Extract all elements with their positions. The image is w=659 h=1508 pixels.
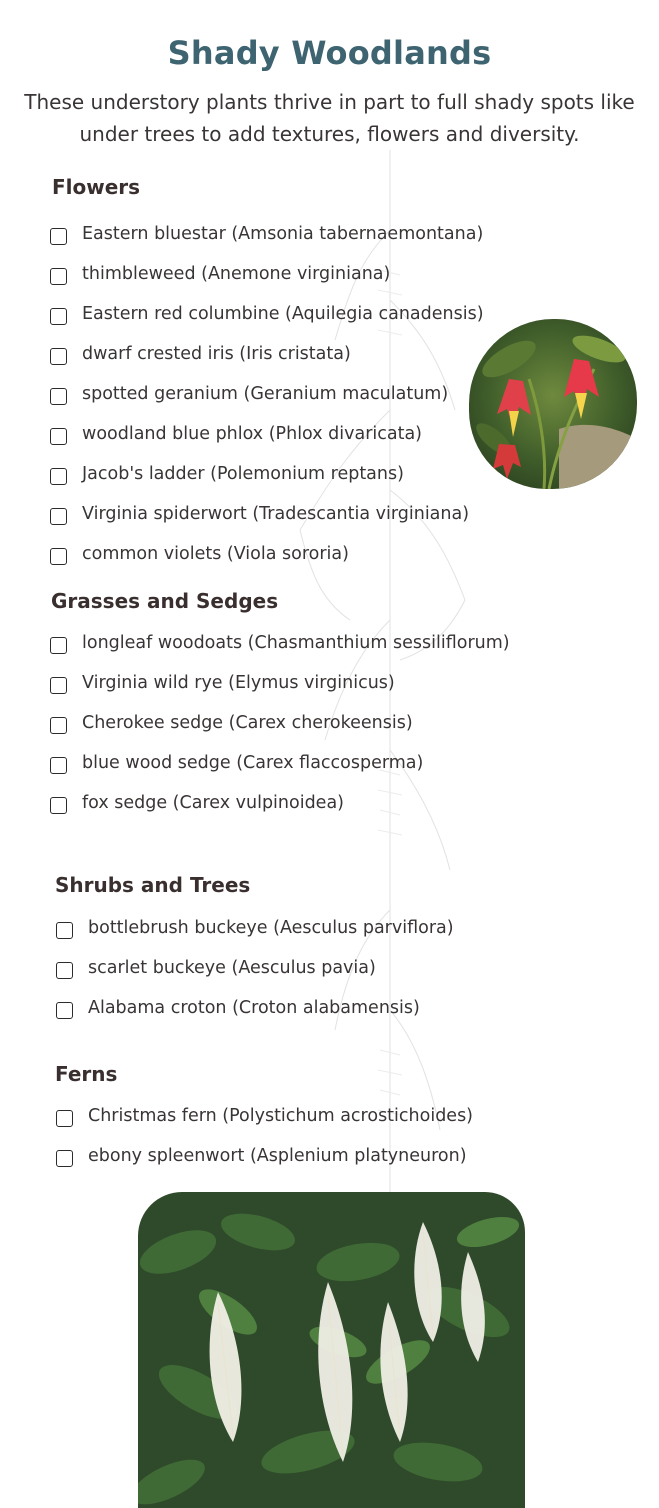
section-heading-ferns: Ferns bbox=[55, 1062, 118, 1086]
list-item bbox=[50, 454, 484, 494]
section-grasses-sedges bbox=[50, 586, 510, 823]
list-item bbox=[50, 783, 510, 823]
plant-name: Jacob's ladder (Polemonium reptans) bbox=[82, 464, 404, 484]
list-item bbox=[50, 703, 510, 743]
checkbox[interactable] bbox=[50, 388, 67, 405]
checkbox[interactable] bbox=[50, 468, 67, 485]
plant-name: blue wood sedge (Carex flaccosperma) bbox=[82, 753, 424, 773]
bottlebrush-buckeye-photo bbox=[138, 1192, 525, 1508]
list-item bbox=[50, 534, 484, 574]
plant-name: common violets (Viola sororia) bbox=[82, 544, 349, 564]
plant-name: Cherokee sedge (Carex cherokeensis) bbox=[82, 713, 413, 733]
flowers-list bbox=[50, 214, 484, 574]
checkbox[interactable] bbox=[50, 348, 67, 365]
checkbox[interactable] bbox=[56, 1150, 73, 1167]
section-flowers bbox=[51, 172, 484, 574]
grasses-list bbox=[50, 623, 510, 823]
checkbox[interactable] bbox=[56, 1002, 73, 1019]
checkbox[interactable] bbox=[50, 677, 67, 694]
plant-name: Virginia wild rye (Elymus virginicus) bbox=[82, 673, 395, 693]
checkbox[interactable] bbox=[50, 428, 67, 445]
ferns-list bbox=[56, 1096, 473, 1176]
plant-name: scarlet buckeye (Aesculus pavia) bbox=[88, 958, 376, 978]
list-item bbox=[50, 334, 484, 374]
list-item bbox=[56, 1096, 473, 1136]
list-item bbox=[56, 948, 454, 988]
section-heading-shrubs-trees: Shrubs and Trees bbox=[55, 873, 251, 897]
list-item bbox=[50, 743, 510, 783]
plant-name: fox sedge (Carex vulpinoidea) bbox=[82, 793, 345, 813]
checkbox[interactable] bbox=[50, 268, 67, 285]
list-item bbox=[50, 294, 484, 334]
list-item bbox=[50, 663, 510, 703]
checkbox[interactable] bbox=[50, 637, 67, 654]
checkbox[interactable] bbox=[50, 308, 67, 325]
plant-name: ebony spleenwort (Asplenium platyneuron) bbox=[88, 1146, 467, 1166]
plant-name: Eastern bluestar (Amsonia tabernaemontana) bbox=[82, 224, 484, 244]
section-shrubs-trees bbox=[54, 870, 454, 1028]
intro-text: These understory plants thrive in part to full shady spots like under trees to add textures, flowers and diversity. bbox=[24, 90, 635, 146]
checkbox[interactable] bbox=[56, 1110, 73, 1127]
list-item bbox=[50, 254, 484, 294]
list-item bbox=[50, 214, 484, 254]
checkbox[interactable] bbox=[56, 922, 73, 939]
plant-name: longleaf woodoats (Chasmanthium sessiliflorum) bbox=[82, 633, 510, 653]
checkbox[interactable] bbox=[50, 508, 67, 525]
section-ferns bbox=[54, 1059, 473, 1176]
plant-name: woodland blue phlox (Phlox divaricata) bbox=[82, 424, 423, 444]
section-heading-grasses-sedges: Grasses and Sedges bbox=[51, 589, 279, 613]
list-item bbox=[50, 414, 484, 454]
list-item bbox=[50, 374, 484, 414]
checkbox[interactable] bbox=[50, 717, 67, 734]
section-heading-flowers: Flowers bbox=[52, 175, 141, 199]
plant-name: Alabama croton (Croton alabamensis) bbox=[88, 998, 420, 1018]
page-title: Shady Woodlands bbox=[167, 34, 492, 72]
list-item bbox=[56, 988, 454, 1028]
columbine-photo bbox=[469, 319, 637, 489]
checkbox[interactable] bbox=[56, 962, 73, 979]
plant-name: Virginia spiderwort (Tradescantia virginiana) bbox=[82, 504, 470, 524]
plant-name: bottlebrush buckeye (Aesculus parviflora) bbox=[88, 918, 454, 938]
list-item bbox=[56, 908, 454, 948]
plant-name: thimbleweed (Anemone virginiana) bbox=[82, 264, 391, 284]
list-item bbox=[50, 494, 484, 534]
checkbox[interactable] bbox=[50, 757, 67, 774]
checkbox[interactable] bbox=[50, 548, 67, 565]
plant-name: spotted geranium (Geranium maculatum) bbox=[82, 384, 449, 404]
checkbox[interactable] bbox=[50, 228, 67, 245]
list-item bbox=[56, 1136, 473, 1176]
plant-name: dwarf crested iris (Iris cristata) bbox=[82, 344, 351, 364]
shrubs-list bbox=[56, 908, 454, 1028]
checkbox[interactable] bbox=[50, 797, 67, 814]
list-item bbox=[50, 623, 510, 663]
plant-name: Eastern red columbine (Aquilegia canadensis) bbox=[82, 304, 484, 324]
plant-name: Christmas fern (Polystichum acrostichoides) bbox=[88, 1106, 474, 1126]
